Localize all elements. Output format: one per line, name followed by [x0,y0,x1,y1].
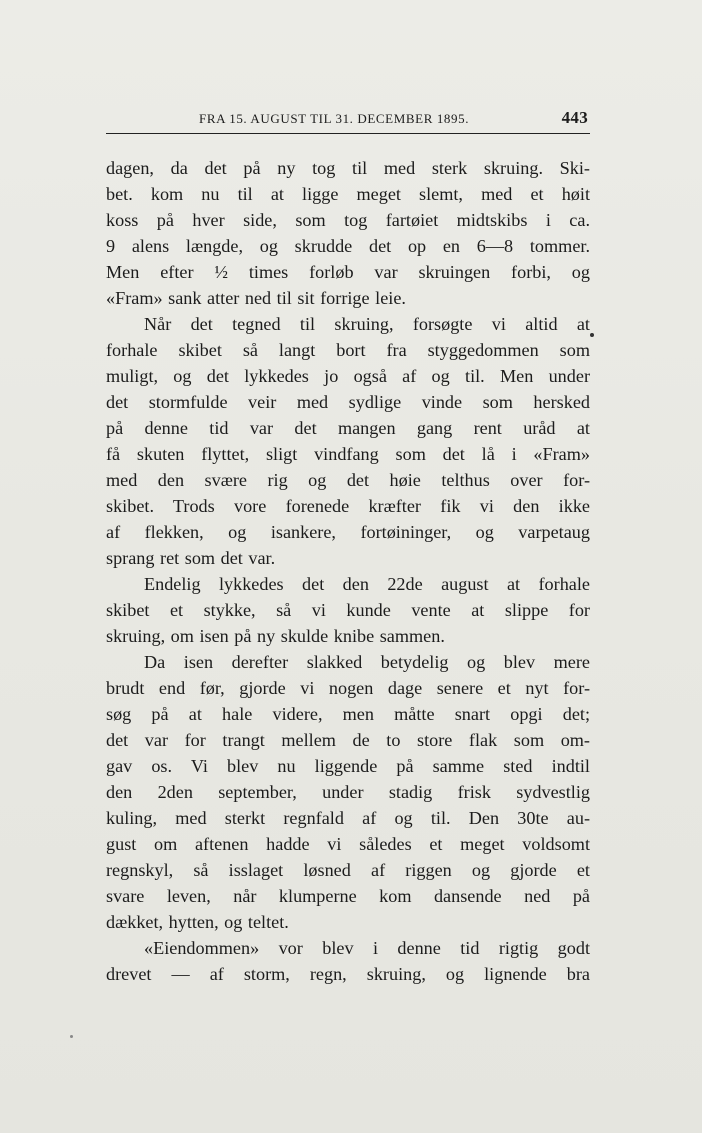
text-line: gust om aftenen hadde vi således et meget voldsomt [106,834,590,854]
text-line: «Fram» sank atter ned til sit forrige leie. [106,288,406,308]
header-rule [106,133,590,134]
text-line: Da isen derefter slakked betydelig og blev mere [144,652,590,672]
text-line: få skuten flyttet, sligt vindfang som det lå i «Fram» [106,444,590,464]
text-line: Men efter ½ times forløb var skruingen forbi, og [106,262,590,282]
text-line: sprang ret som det var. [106,548,276,568]
print-speck [70,1035,73,1038]
text-line: muligt, og det lykkedes jo også af og til. Men under [106,366,590,386]
text-line: «Eiendommen» vor blev i denne tid rigtig godt [144,938,590,958]
page-number: 443 [561,108,588,127]
text-line: forhale skibet så langt bort fra styggedommen som [106,340,590,360]
body-text [106,155,590,987]
text-line: svare leven, når klumperne kom dansende ned på [106,886,590,906]
text-line: dækket, hytten, og teltet. [106,912,289,932]
text-line: gav os. Vi blev nu liggende på samme sted indtil [106,756,590,776]
text-line: det stormfulde veir med sydlige vinde som hersked [106,392,590,412]
text-line: skruing, om isen på ny skulde knibe sammen. [106,626,445,646]
text-line: koss på hver side, som tog fartøiet midtskibs i ca. [106,210,590,230]
text-line: regnskyl, så isslaget løsned af riggen og gjorde et [106,860,590,880]
text-line: af flekken, og isankere, fortøininger, og varpetaug [106,522,590,542]
text-line: Når det tegned til skruing, forsøgte vi altid at [144,314,590,334]
text-line: bet. kom nu til at ligge meget slemt, med et høit [106,184,590,204]
text-line: det var for trangt mellem de to store flak som om- [106,730,590,750]
text-line: Endelig lykkedes det den 22de august at forhale [144,574,590,594]
text-line: søg på at hale videre, men måtte snart opgi det; [106,704,590,724]
text-line: skibet. Trods vore forenede kræfter fik vi den ikke [106,496,590,516]
text-line: 9 alens længde, og skrudde det op en 6—8 tommer. [106,236,590,256]
text-line: dagen, da det på ny tog til med sterk skruing. Ski- [106,158,590,178]
text-line: den 2den september, under stadig frisk sydvestlig [106,782,590,802]
text-line: brudt end før, gjorde vi nogen dage senere et nyt for- [106,678,590,698]
text-line: med den svære rig og det høie telthus over for- [106,470,590,490]
text-line: kuling, med sterkt regnfald af og til. Den 30te au- [106,808,590,828]
text-line: på denne tid var det mangen gang rent uråd at [106,418,590,438]
text-line: drevet — af storm, regn, skruing, og lignende bra [106,964,590,984]
print-speck [590,333,594,337]
text-line: skibet et stykke, så vi kunde vente at slippe for [106,600,590,620]
running-head [106,108,590,130]
running-title: FRA 15. AUGUST TIL 31. DECEMBER 1895. [199,111,470,126]
